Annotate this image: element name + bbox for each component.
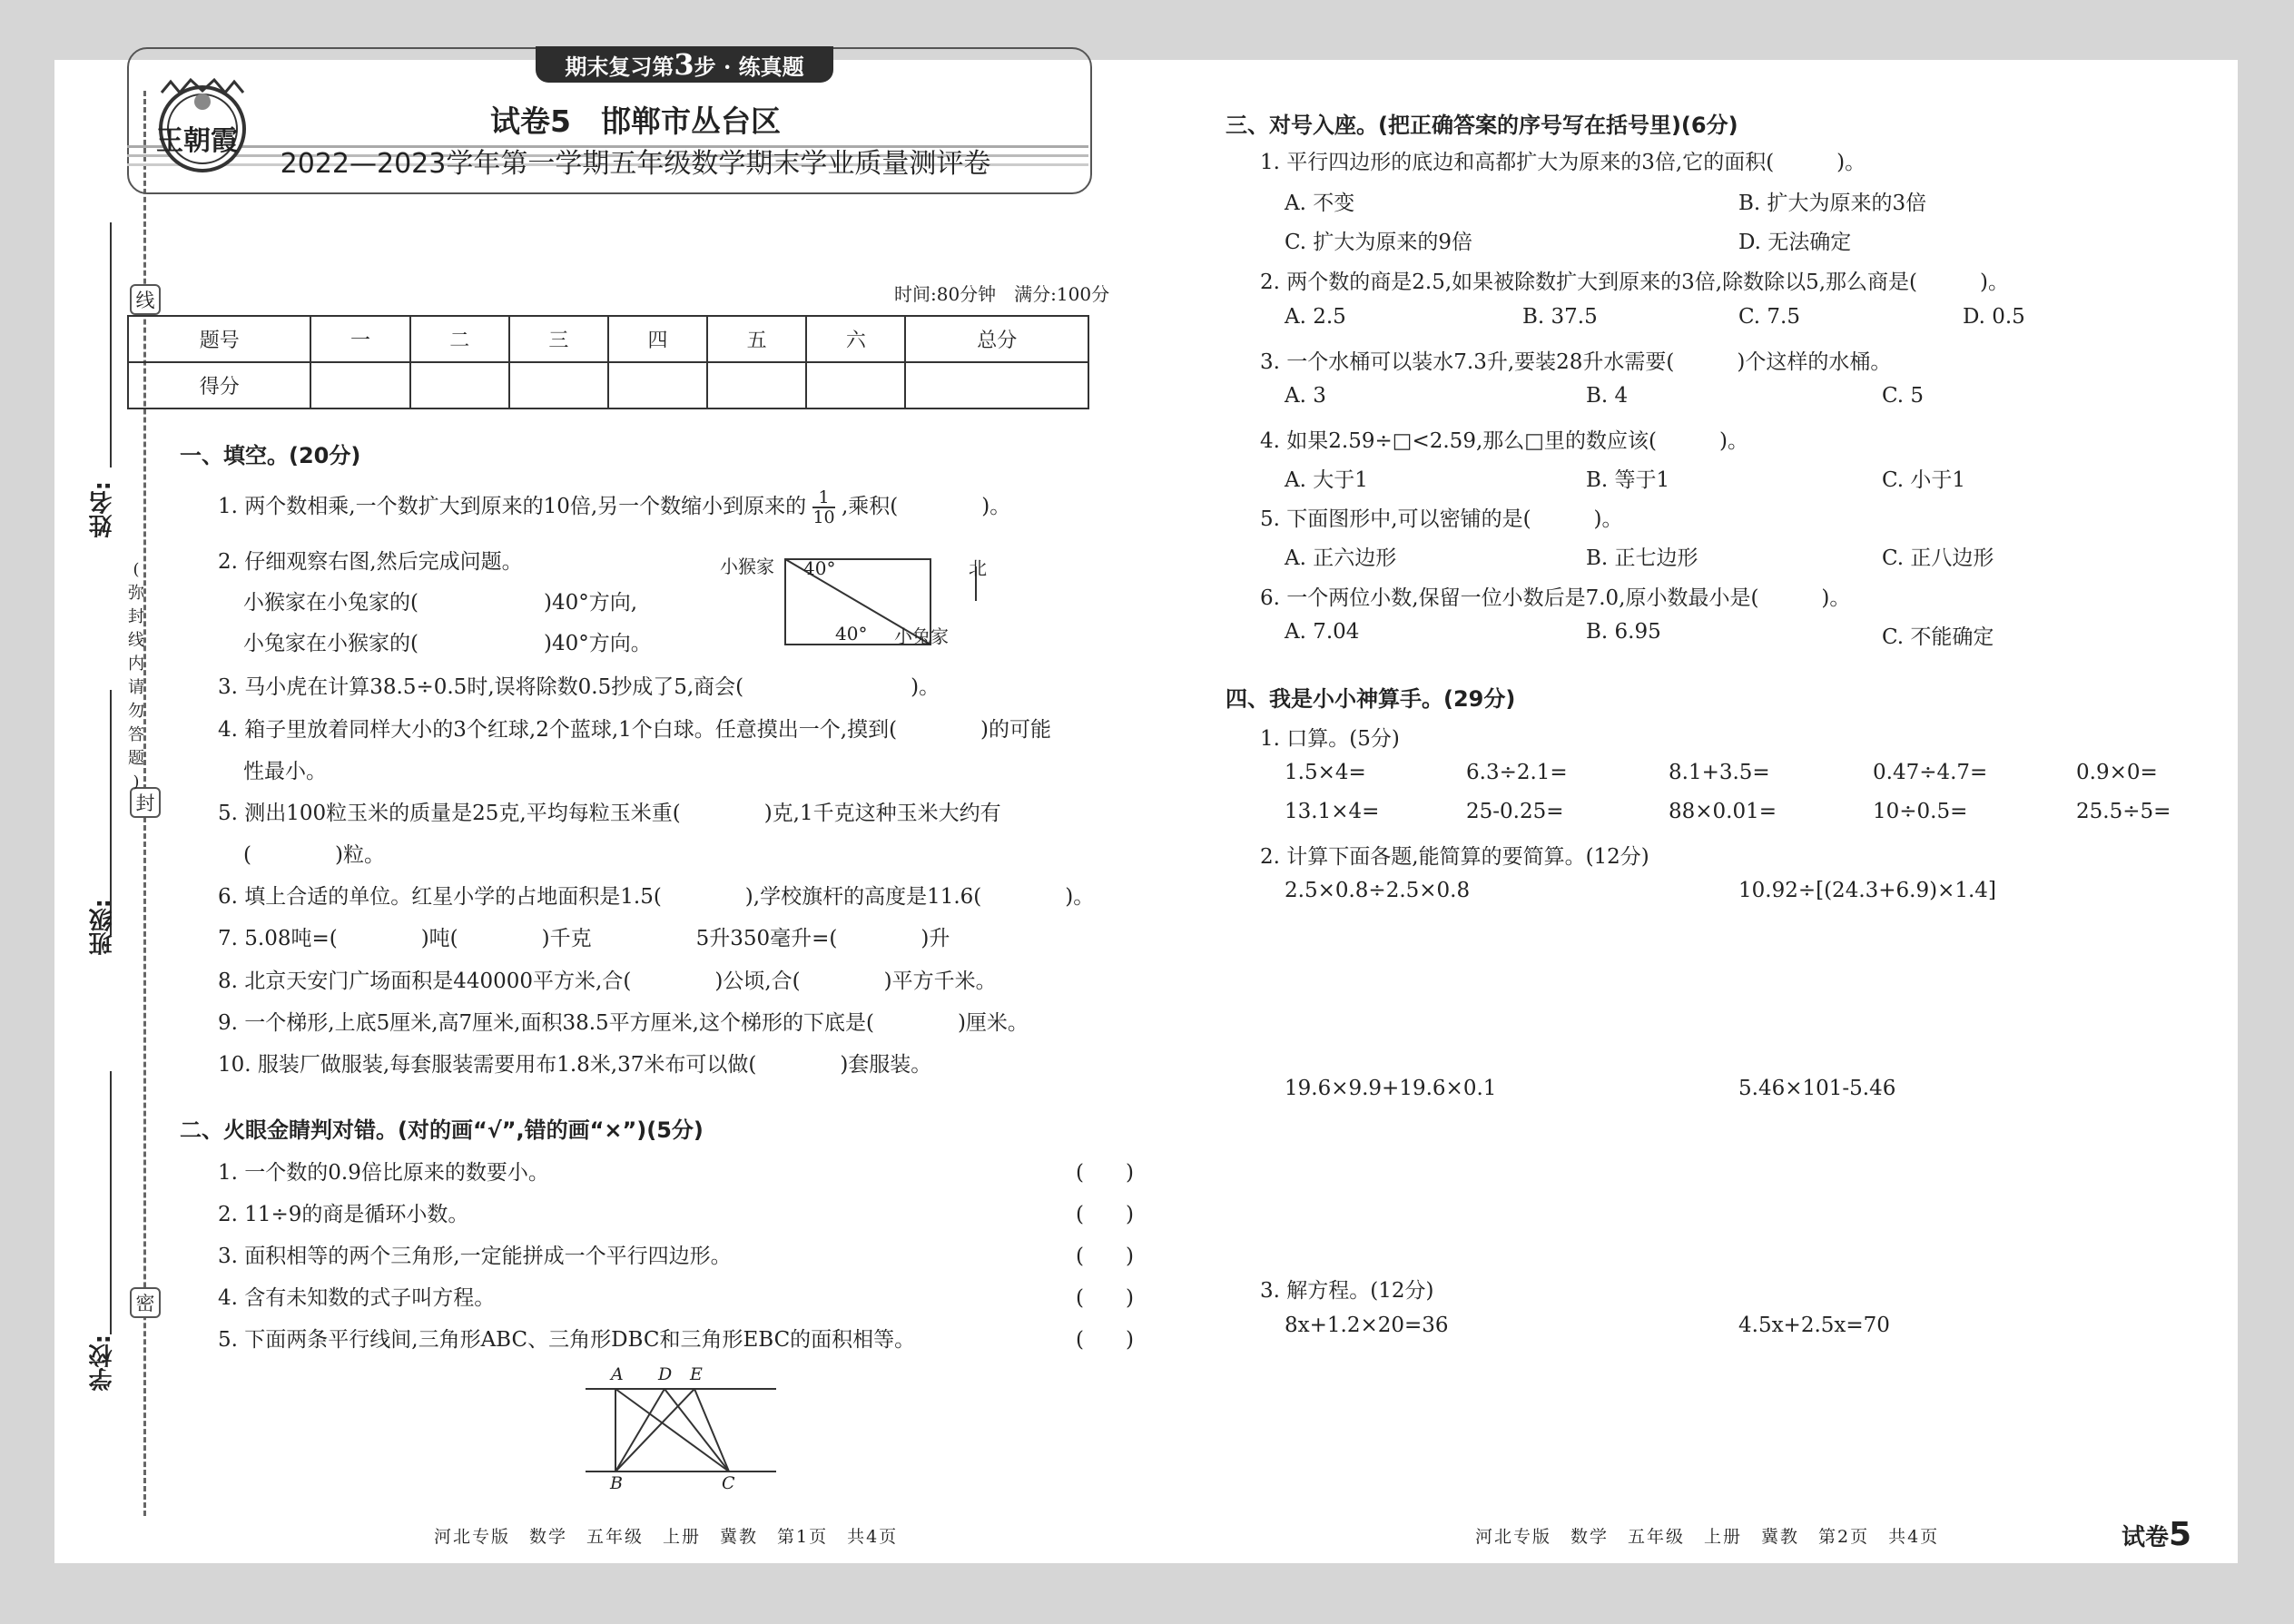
option[interactable]: A. 大于1	[1285, 468, 1368, 492]
question-1-2b: 小兔家在小猴家的( )40°方向。	[243, 632, 652, 655]
option[interactable]: B. 37.5	[1522, 305, 1598, 329]
logo-text: 王朝霞	[156, 125, 238, 157]
oral-item: 13.1×4=	[1285, 800, 1380, 823]
angle-label-bottom: 40°	[835, 623, 868, 645]
calc-item: 5.46×101-5.46	[1738, 1077, 1896, 1100]
question-1-6: 6. 填上合适的单位。红星小学的占地面积是1.5( ),学校旗杆的高度是11.6( )。	[218, 885, 1095, 909]
judge-item: 1. 一个数的0.9倍比原来的数要小。	[218, 1161, 549, 1185]
calc-item: 10.92÷[(24.3+6.9)×1.4]	[1738, 879, 1996, 902]
oral-calc-title: 1. 口算。(5分)	[1260, 727, 1400, 751]
option[interactable]: C. 扩大为原来的9倍	[1285, 231, 1473, 254]
score-cell: 五	[707, 316, 806, 362]
score-input-cell[interactable]	[905, 362, 1088, 408]
point-a: A	[611, 1364, 624, 1384]
north-label: 北	[969, 557, 987, 579]
seal-note: ( 弥 封 线 内 请 勿 答 题 )	[128, 560, 144, 792]
footer-page-1: 河北专版 数学 五年级 上册 冀教 第1页 共4页	[434, 1527, 899, 1547]
option[interactable]: B. 6.95	[1586, 620, 1661, 644]
score-cell: 三	[509, 316, 608, 362]
answer-paren[interactable]: ( )	[1076, 1161, 1134, 1185]
question-1-4b: 性最小。	[243, 760, 327, 783]
oral-item: 10÷0.5=	[1873, 800, 1968, 823]
name-label: 姓名:	[89, 481, 116, 538]
score-header-row	[128, 316, 1088, 362]
equation-item: 4.5x+2.5x=70	[1738, 1314, 1890, 1337]
angle-label-top: 40°	[803, 557, 836, 579]
seal-mark-mi: 密	[130, 1287, 161, 1318]
option[interactable]: A. 3	[1285, 384, 1326, 408]
option[interactable]: C. 小于1	[1882, 468, 1966, 492]
score-cell: 二	[410, 316, 509, 362]
header-banner: 期末复习第3步 · 练真题	[536, 46, 833, 83]
equation-title: 3. 解方程。(12分)	[1260, 1279, 1434, 1303]
question-1-1: 1. 两个数相乘,一个数扩大到原来的10倍,另一个数缩小到原来的 $\frac{1}{10}$ ,乘积( )。	[218, 487, 1011, 527]
section-3-title: 三、对号入座。(把正确答案的序号写在括号里)(6分)	[1226, 113, 1738, 138]
seal-mark-feng: 封	[130, 787, 161, 818]
option[interactable]: C. 不能确定	[1882, 625, 1994, 649]
score-table	[127, 315, 1089, 409]
oral-item: 0.47÷4.7=	[1873, 761, 1988, 784]
option[interactable]: B. 4	[1586, 384, 1629, 408]
question-1-8: 8. 北京天安门广场面积是440000平方米,合( )公顷,合( )平方千米。	[218, 969, 997, 993]
oral-item: 88×0.01=	[1669, 800, 1777, 823]
choice-question-5: 5. 下面图形中,可以密铺的是( )。	[1260, 507, 1623, 531]
score-input-cell[interactable]	[806, 362, 905, 408]
score-cell: 题号	[128, 316, 310, 362]
answer-paren[interactable]: ( )	[1076, 1328, 1134, 1352]
question-1-7: 7. 5.08吨=( )吨( )千克 5升350毫升=( )升	[218, 927, 950, 950]
score-value-row	[128, 362, 1088, 408]
score-input-cell[interactable]	[707, 362, 806, 408]
point-e: E	[690, 1364, 703, 1384]
judge-item: 3. 面积相等的两个三角形,一定能拼成一个平行四边形。	[218, 1245, 732, 1268]
choice-question-6: 6. 一个两位小数,保留一位小数后是7.0,原小数最小是( )。	[1260, 586, 1851, 610]
equation-item: 8x+1.2×20=36	[1285, 1314, 1449, 1337]
option[interactable]: A. 2.5	[1285, 305, 1346, 329]
option[interactable]: B. 等于1	[1586, 468, 1670, 492]
choice-question-2: 2. 两个数的商是2.5,如果被除数扩大到原来的3倍,除数除以5,那么商是( )。	[1260, 271, 2009, 294]
question-1-10: 10. 服装厂做服装,每套服装需要用布1.8米,37米布可以做( )套服装。	[218, 1053, 932, 1077]
score-cell: 得分	[128, 362, 310, 408]
exam-subtitle: 2022—2023学年第一学期五年级数学期末学业质量测评卷	[280, 148, 991, 180]
question-1-5a: 5. 测出100粒玉米的质量是25克,平均每粒玉米重( )克,1千克这种玉米大约有	[218, 802, 1001, 825]
question-1-2: 2. 仔细观察右图,然后完成问题。	[218, 550, 523, 574]
option[interactable]: C. 5	[1882, 384, 1925, 408]
footer-page-2: 河北专版 数学 五年级 上册 冀教 第2页 共4页	[1475, 1527, 1940, 1547]
option[interactable]: B. 扩大为原来的3倍	[1738, 192, 1927, 215]
option[interactable]: B. 正七边形	[1586, 546, 1698, 570]
choice-question-1: 1. 平行四边形的底边和高都扩大为原来的3倍,它的面积( )。	[1260, 151, 1866, 174]
time-info: 时间:80分钟 满分:100分	[894, 283, 1110, 305]
judge-item: 4. 含有未知数的式子叫方程。	[218, 1286, 496, 1310]
oral-item: 6.3÷2.1=	[1466, 761, 1568, 784]
point-c: C	[722, 1473, 735, 1493]
option[interactable]: A. 7.04	[1285, 620, 1360, 644]
score-cell: 总分	[905, 316, 1088, 362]
section-1-title: 一、填空。(20分)	[180, 443, 361, 468]
point-d: D	[658, 1364, 673, 1384]
judge-item: 5. 下面两条平行线间,三角形ABC、三角形DBC和三角形EBC的面积相等。	[218, 1328, 916, 1352]
question-1-5b: ( )粒。	[243, 843, 385, 867]
judge-item: 2. 11÷9的商是循环小数。	[218, 1203, 469, 1226]
oral-item: 8.1+3.5=	[1669, 761, 1770, 784]
question-1-9: 9. 一个梯形,上底5厘米,高7厘米,面积38.5平方厘米,这个梯形的下底是( )厘米。	[218, 1011, 1029, 1035]
score-input-cell[interactable]	[410, 362, 509, 408]
option[interactable]: C. 正八边形	[1882, 546, 1994, 570]
score-input-cell[interactable]	[608, 362, 707, 408]
calc-item: 19.6×9.9+19.6×0.1	[1285, 1077, 1497, 1100]
score-input-cell[interactable]	[509, 362, 608, 408]
paper-badge: 试卷5	[2122, 1516, 2192, 1553]
question-1-2a: 小猴家在小兔家的( )40°方向,	[243, 591, 638, 615]
answer-paren[interactable]: ( )	[1076, 1245, 1134, 1268]
choice-question-4: 4. 如果2.59÷□<2.59,那么□里的数应该( )。	[1260, 429, 1748, 453]
option[interactable]: C. 7.5	[1738, 305, 1800, 329]
section-2-title: 二、火眼金睛判对错。(对的画“√”,错的画“×”)(5分)	[180, 1117, 704, 1143]
question-1-4a: 4. 箱子里放着同样大小的3个红球,2个蓝球,1个白球。任意摸出一个,摸到( )的可能	[218, 718, 1052, 742]
answer-paren[interactable]: ( )	[1076, 1203, 1134, 1226]
school-label: 学校:	[89, 1334, 116, 1392]
oral-item: 25-0.25=	[1466, 800, 1564, 823]
calc-title: 2. 计算下面各题,能简算的要简算。(12分)	[1260, 845, 1649, 869]
option[interactable]: D. 无法确定	[1738, 231, 1852, 254]
option[interactable]: A. 正六边形	[1285, 546, 1397, 570]
option[interactable]: D. 0.5	[1963, 305, 2025, 329]
school-underline	[110, 1071, 112, 1334]
choice-question-3: 3. 一个水桶可以装水7.3升,要装28升水需要( )个这样的水桶。	[1260, 350, 1892, 374]
question-1-3: 3. 马小虎在计算38.5÷0.5时,误将除数0.5抄成了5,商会( )。	[218, 675, 940, 699]
score-cell: 一	[310, 316, 409, 362]
answer-paren[interactable]: ( )	[1076, 1286, 1134, 1310]
oral-item: 1.5×4=	[1285, 761, 1366, 784]
class-label: 班级:	[89, 899, 116, 956]
seal-mark-xian: 线	[130, 284, 161, 315]
label-rabbit-home: 小兔家	[894, 625, 949, 647]
score-input-cell[interactable]	[310, 362, 409, 408]
score-cell: 六	[806, 316, 905, 362]
point-b: B	[610, 1473, 623, 1493]
exam-title: 试卷5 邯郸市丛台区	[490, 103, 781, 139]
option[interactable]: A. 不变	[1285, 192, 1355, 215]
score-cell: 四	[608, 316, 707, 362]
name-underline	[110, 222, 112, 468]
oral-item: 0.9×0=	[2076, 761, 2158, 784]
calc-item: 2.5×0.8÷2.5×0.8	[1285, 879, 1471, 902]
section-4-title: 四、我是小小神算手。(29分)	[1226, 686, 1516, 712]
label-monkey-home: 小猴家	[720, 556, 774, 577]
oral-item: 25.5÷5=	[2076, 800, 2171, 823]
